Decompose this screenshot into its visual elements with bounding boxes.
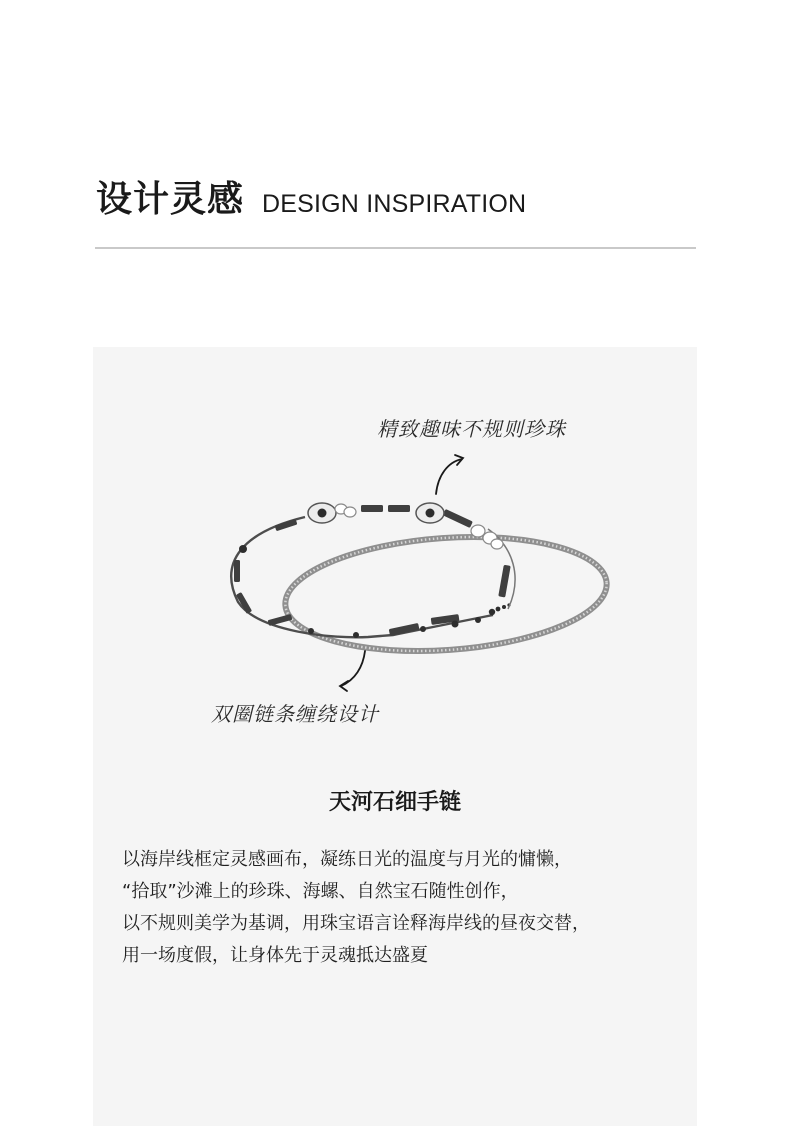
arrow-to-pearls [436, 455, 463, 494]
annotation-pearls: 精致趣味不规则珍珠 [377, 417, 566, 441]
small-beads [239, 545, 511, 638]
product-description [122, 844, 590, 972]
eye-charm-right [416, 503, 444, 523]
product-name: 天河石细手链 [328, 790, 461, 815]
arrow-to-chain [340, 651, 365, 691]
description-line: 以海岸线框定灵感画布，凝练日光的温度与月光的慵懒， [122, 849, 572, 870]
section-title-cn: 设计灵感 [96, 179, 245, 220]
tube-beads [234, 505, 511, 636]
bracelet-illustration [93, 347, 697, 747]
annotation-chain: 双圈链条缠绕设计 [211, 702, 379, 726]
description-line: “拾取”沙滩上的珍珠、海螺、自然宝石随性创作， [122, 881, 519, 902]
description-line: 以不规则美学为基调，用珠宝语言诠释海岸线的昼夜交替， [122, 913, 590, 934]
inspiration-panel [93, 347, 697, 1126]
section-header [96, 178, 526, 222]
eye-charm-left [308, 503, 336, 523]
section-title-en: DESIGN INSPIRATION [262, 190, 527, 218]
description-line: 用一场度假，让身体先于灵魂抵达盛夏 [122, 945, 428, 966]
header-divider [95, 247, 696, 249]
